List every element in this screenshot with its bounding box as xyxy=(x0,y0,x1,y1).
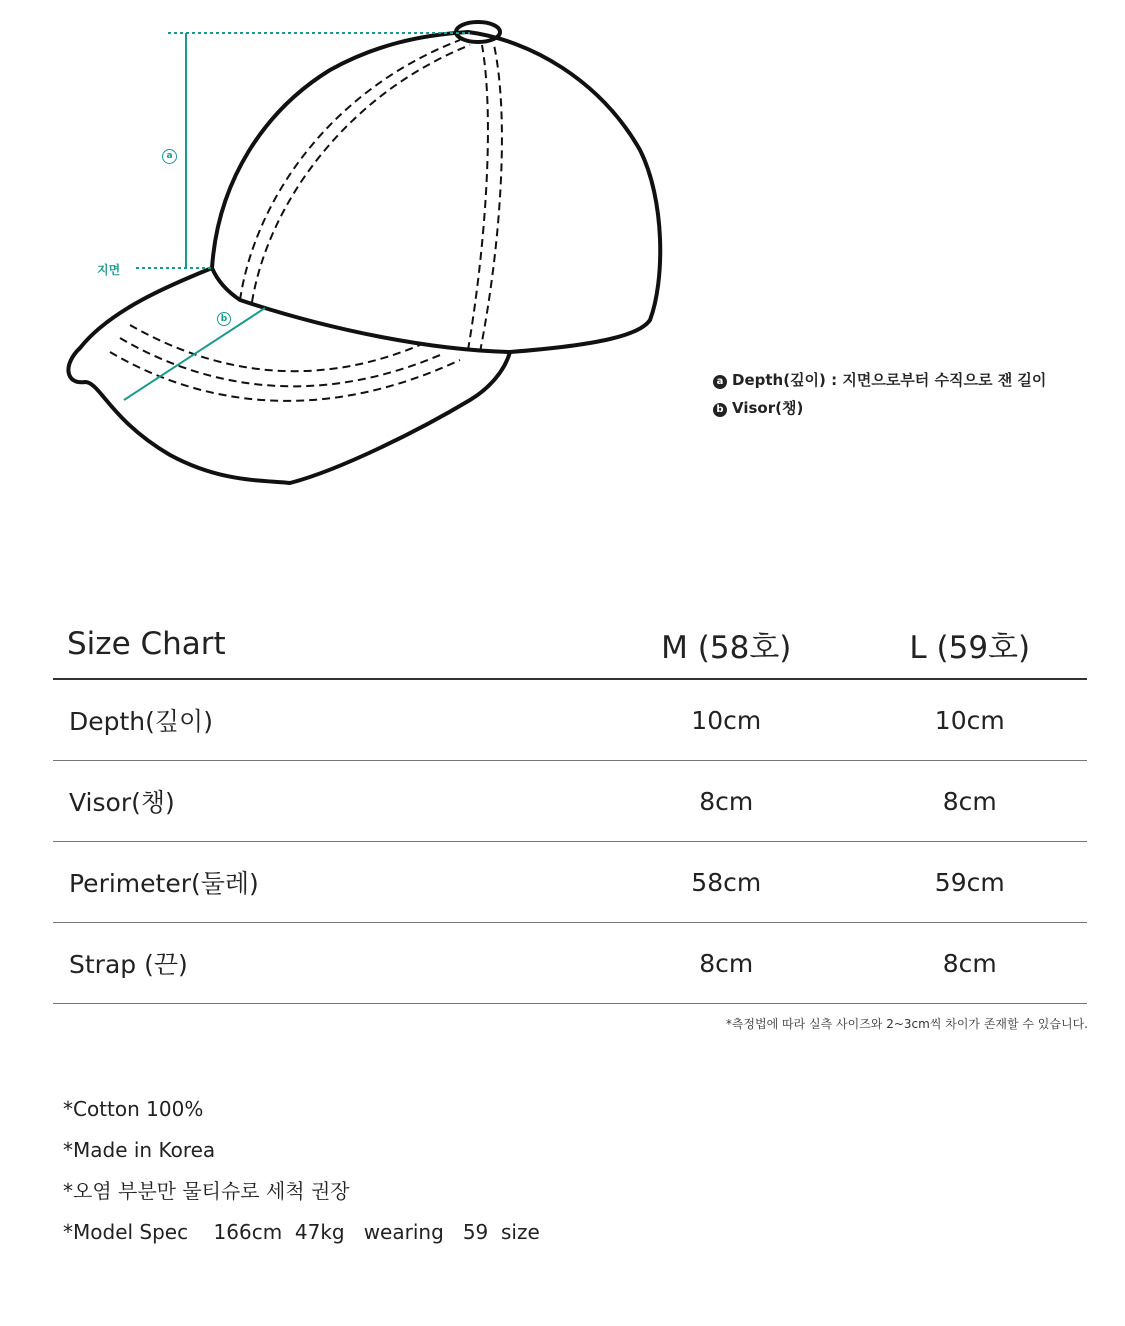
legend-visor-mark: b xyxy=(713,403,727,417)
row-label-strap: Strap (끈) xyxy=(53,923,600,1004)
cell-depth-l: 10cm xyxy=(853,679,1087,761)
cell-depth-m: 10cm xyxy=(600,679,853,761)
row-label-perimeter: Perimeter(둘레) xyxy=(53,842,600,923)
size-chart-title: Size Chart xyxy=(53,610,600,679)
product-specs xyxy=(63,1095,540,1259)
cell-visor-l: 8cm xyxy=(853,761,1087,842)
table-row xyxy=(53,842,1087,923)
ground-label: 지면 xyxy=(97,263,121,277)
table-row xyxy=(53,761,1087,842)
row-label-visor: Visor(챙) xyxy=(53,761,600,842)
legend-depth-mark: a xyxy=(713,375,727,389)
legend-visor xyxy=(713,397,803,418)
spec-model: *Model Spec 166cm 47kg wearing 59 size xyxy=(63,1220,540,1244)
visor-marker: b xyxy=(217,312,231,326)
row-label-depth: Depth(깊이) xyxy=(53,679,600,761)
measurement-note: *측정법에 따라 실측 사이즈와 2~3cm씩 차이가 존재할 수 있습니다. xyxy=(725,1017,1088,1031)
column-header-l: L (59호) xyxy=(853,610,1087,679)
spec-care: *오염 부분만 물티슈로 세척 권장 xyxy=(63,1179,350,1203)
table-row xyxy=(53,923,1087,1004)
cell-perimeter-l: 59cm xyxy=(853,842,1087,923)
column-header-m: M (58호) xyxy=(600,610,853,679)
legend-visor-text: Visor(챙) xyxy=(732,399,804,417)
cap-crown-outline xyxy=(212,32,660,352)
legend-depth-text: Depth(깊이) : 지면으로부터 수직으로 잰 길이 xyxy=(732,371,1047,389)
depth-marker: a xyxy=(162,149,177,164)
spec-origin: *Made in Korea xyxy=(63,1138,216,1162)
cap-illustration xyxy=(0,0,700,500)
legend-depth xyxy=(713,369,1046,390)
cell-strap-m: 8cm xyxy=(600,923,853,1004)
spec-material: *Cotton 100% xyxy=(63,1097,204,1121)
cell-perimeter-m: 58cm xyxy=(600,842,853,923)
size-chart-table xyxy=(53,610,1087,1004)
size-chart-header-row xyxy=(53,610,1087,679)
cap-visor-outline xyxy=(68,268,510,483)
cell-visor-m: 8cm xyxy=(600,761,853,842)
cell-strap-l: 8cm xyxy=(853,923,1087,1004)
table-row xyxy=(53,679,1087,761)
